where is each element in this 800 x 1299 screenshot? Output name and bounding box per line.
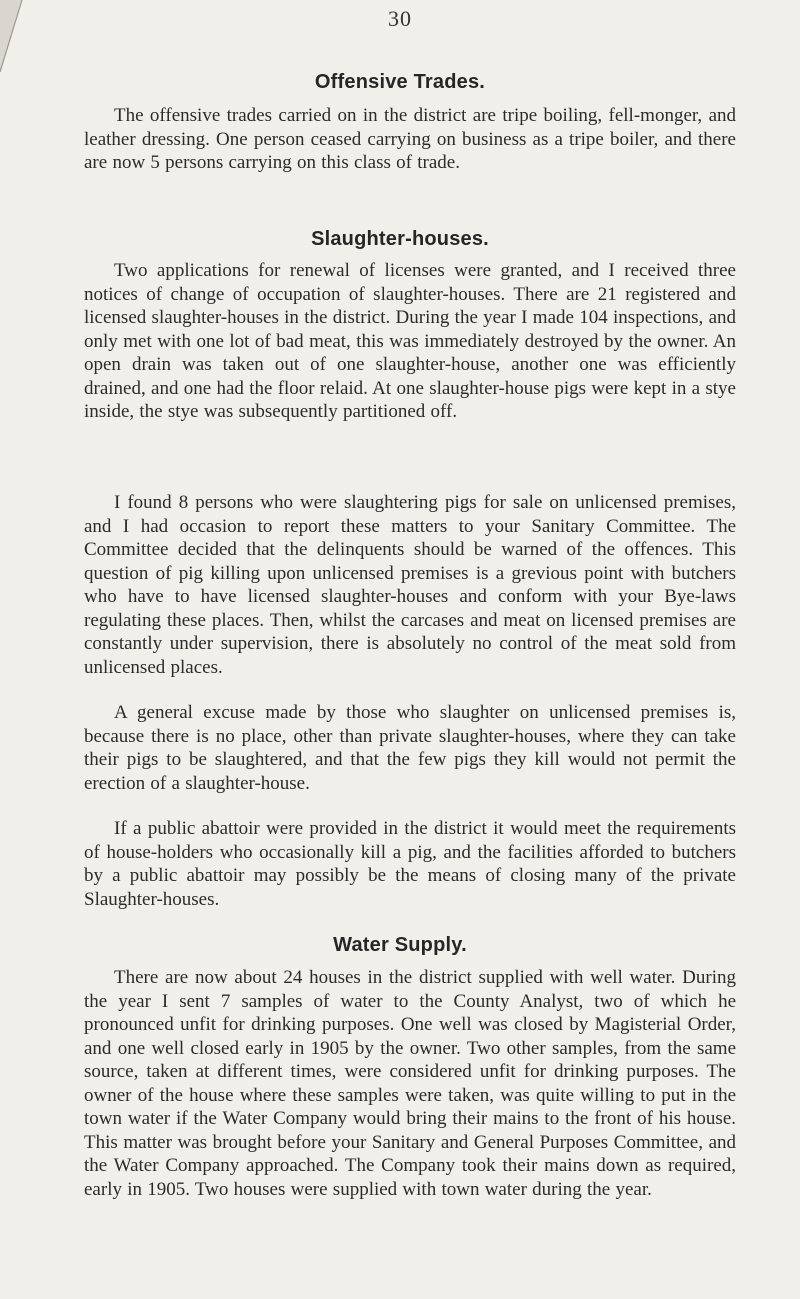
paragraph-water-supply: There are now about 24 houses in the district supplied with well water. During the year I sent 7 samples of water to the County Analyst, two of which he pronounced unfit for drinking purposes. One well was closed by Magisterial Order, and one well closed early in 1905 by the owner. Two other samples, from the same source, taken at different times, were considered unfit for drinking purposes. The owner of the house where these samples were taken, was quite willing to put in the town water if the Water Company would bring their mains to the front of his house. This matter was brought before your Sanitary and General Purposes Committee, and the Water Company approached. The Company took their mains down as required, early in 1905. Two houses were supplied with town water during the year. [84,967,736,1200]
heading-slaughter-houses: Slaughter-houses. [311,228,489,250]
paragraph-slaughter-houses-4: If a public abattoir were provided in the district it would meet the requirements of house-holders who occasionally kill a pig, and the facilities afforded to butchers by a public abattoir may possibly be the means of closing many of the private Slaughter-houses. [84,818,736,910]
heading-offensive-trades: Offensive Trades. [314,71,486,93]
heading-water-supply: Water Supply. [333,934,467,956]
paragraph-slaughter-houses-1: Two applications for renewal of licenses were granted, and I received three notices of change of occupation of slaughter-houses. There are 21 registered and licensed slaughter-houses in the district. During the year I made 104 inspections, and only met with one lot of bad meat, this was immediately destroyed by the owner. An open drain was taken out of one slaughter-house, another one was efficiently drained, and one had the floor relaid. At one slaughter-house pigs were kept in a stye inside, the stye was subsequently partitioned off. [84,260,736,422]
paragraph-slaughter-houses-2: I found 8 persons who were slaughtering pigs for sale on unlicensed premises, and I had occasion to report these matters to your Sanitary Committee. The Committee decided that the delinquents should be warned of the offences. This question of pig killing upon unlicensed premises is a grevious point with butchers who have to have licensed slaughter-houses and conform with your Bye-laws regulating these places. Then, whilst the carcases and meat on licensed premises are constantly under supervision, there is absolutely no control of the meat sold from unlicensed places. [84,492,736,678]
paragraph-slaughter-houses-3: A general excuse made by those who slaughter on unlicensed premises is, because there is no place, other than private slaughter-houses, where they can take their pigs to be slaughtered, and that the few pigs they kill would not permit the erection of a slaughter-house. [84,702,736,794]
page-number: 30 [388,6,412,31]
paragraph-offensive-trades: The offensive trades carried on in the district are tripe boiling, fell-monger, and leather dressing. One person ceased carrying on business as a tripe boiler, and there are now 5 persons carrying on this class of trade. [84,105,736,173]
